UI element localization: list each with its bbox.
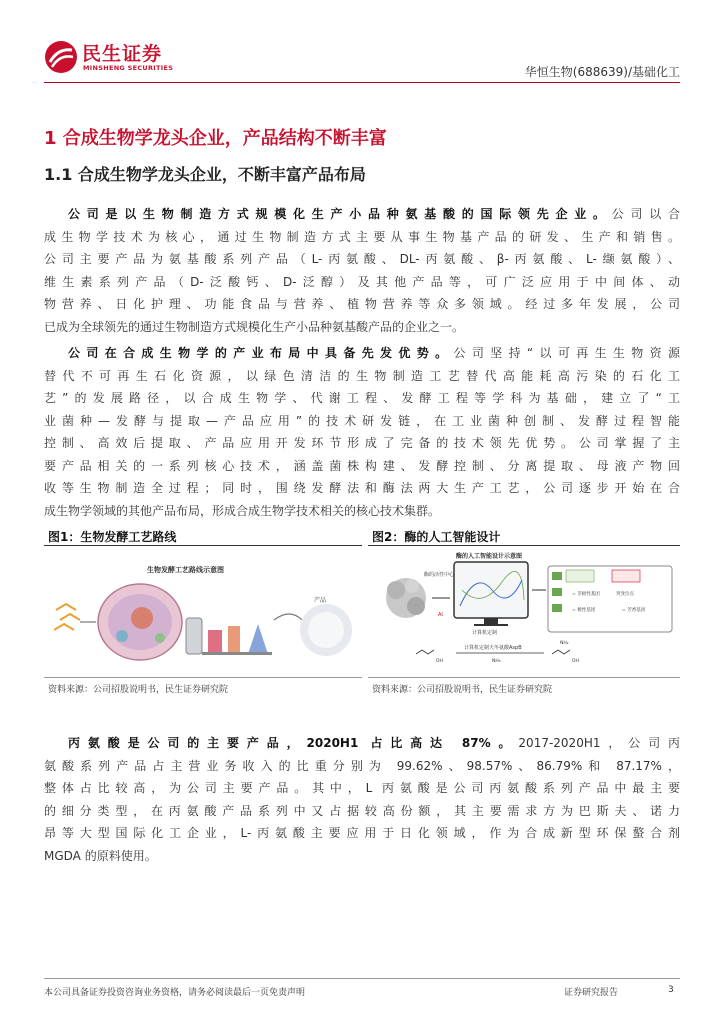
paragraph-line: 要产品相关的一系列核心技术，涵盖菌株构建、发酵控制、分离提取、母液产物回 [44,458,680,473]
cell-nucleus [131,607,153,629]
paragraph-line: 公司是以生物制造方式规模化生产小品种氨基酸的国际领先企业。公司以合 [68,207,680,221]
paragraph-line: 控制、高效后提取、产品应用开发环节形成了完备的技术领先优势。公司掌握了主 [44,436,680,450]
figure2-rule [368,545,680,546]
paragraph-line: 公司主要产品为氨基酸系列产品（L-丙氨酸、DL-丙氨酸、β-丙氨酸、L-缬氨酸）、 [44,252,680,266]
reaction-equation [416,640,579,664]
figure1-source: 资料来源：公司招股说明书，民生证券研究院 [48,685,229,695]
footer-disclaimer: 本公司具备证券投资咨询业务资格，请务必阅读最后一页免责声明 [44,988,306,998]
figure2-title: 图2：酶的人工智能设计 [372,530,501,544]
nh2-label: NH₂ [560,641,569,646]
active-center-label: 酶的活性中心 [424,572,455,578]
figure1-inner-title: 生物发酵工艺路线示意图 [147,566,224,574]
paragraph-lead: 公司在合成生物学的产业布局中具备先发优势。 [68,346,454,360]
figure1-fermentation-diagram [52,560,352,670]
footer-divider [44,978,680,979]
paragraph-line: 成生物学技术为核心，通过生物制造方式主要从事生物基产品的研发、生产和销售。 [44,229,680,244]
paragraph-line: 的细分类型，在丙氨酸产品系列中又占据较高份额，其主要需求方为巴斯夫、诺力 [44,803,680,818]
paragraph-line: 氨酸系列产品占主营业务收入的比重分别为 99.62%、98.57%、86.79%和 87.17%， [44,758,680,773]
figure1-rule [44,545,362,546]
oh-label-right: OH [572,659,579,664]
mutation-sites-panel [548,566,672,632]
fermenter-illustration [186,618,272,655]
computer-design-label: 计算机定制 [472,630,498,636]
paragraph-lead: 公司是以生物制造方式规模化生产小品种氨基酸的国际领先企业。 [68,207,612,221]
paragraph-alanine-main-product [44,732,680,867]
paragraph-line: 物营养、日化护理、功能食品与营养、植物营养等众多领域。经过多年发展，公司 [44,297,680,311]
minsheng-logo-icon [44,40,78,74]
raw-material-illustration [54,604,80,630]
nh3-label: NH₃ [492,659,501,664]
figure2-inner-title: 酶的人工智能设计示意图 [456,553,523,560]
header-divider [44,82,680,83]
product-label: 产品 [314,597,327,604]
oh-label-left: OH [436,659,443,664]
brand-name-cn: 民生证券 [82,43,163,65]
page-number: 3 [668,985,674,995]
ai-label: AI [438,612,443,618]
paragraph-line: 公司在合成生物学的产业布局中具备先发优势。公司坚持“以可再生生物资源 [68,346,680,360]
paragraph-line: 维生素系列产品（D-泛酸钙、D-泛醇）及其他产品等，可广泛应用于中间体、动 [44,274,680,289]
figure2-bottom-rule [368,677,680,678]
paragraph-line: 昂等大型国际化工企业，L-丙氨酸主要应用于日化领域，作为合成新型环保螯合剂 [44,826,680,840]
paragraph-line: 成生物学领域的其他产品布局，形成合成生物学技术相关的核心技术集群。 [44,503,441,518]
figure2-source: 资料来源：公司招股说明书，民生证券研究院 [372,685,553,695]
computer-monitor-icon [454,562,528,626]
legend-polar: = 极性基团 [572,608,596,613]
paragraph-company-overview [44,203,680,338]
paragraph-line: 收等生物制造全过程；同时，围绕发酵法和酶法两大生产工艺，公司逐步开始在合 [44,481,680,495]
header-company-code: 华恒生物(688639)/基础化工 [524,65,680,79]
aspb-label: 计算机定制天冬氨酸AspB [464,645,522,651]
paragraph-line: 整体占比较高，为公司主要产品。其中，L 丙氨酸是公司丙氨酸系列产品中最主要 [44,781,680,795]
legend-nonpolar: = 非极性基团 [572,592,600,597]
section-heading-1: 1 合成生物学龙头企业，产品结构不断丰富 [44,128,387,149]
figure1-title: 图1：生物发酵工艺路线 [48,530,177,544]
paragraph-lead: 丙氨酸是公司的主要产品，2020H1 占比高达 87%。 [68,736,519,750]
footer-report-type: 证券研究报告 [564,988,619,998]
figure1-bottom-rule [44,677,362,678]
section-heading-1-1: 1.1 合成生物学龙头企业，不断丰富产品布局 [44,165,366,184]
brand-name-en: MINSHENG SECURITIES [83,64,174,72]
figure2-enzyme-ai-diagram [376,550,676,675]
paragraph-line: 已成为全球领先的通过生物制造方式规模化生产小品种氨基酸产品的企业之一。 [44,319,465,334]
enzyme-structure-illustration [386,578,426,618]
paragraph-line: 艺”的发展路径，以合成生物学、代谢工程、发酵工程等学科为基础，建立了“工 [44,391,680,405]
arrow-icon [274,614,302,620]
legend-aromatic: = 芳香基团 [622,608,646,613]
paragraph-first-mover [44,342,680,522]
flask-icon [248,624,268,654]
mutation-label: 突变位点 [616,592,634,597]
paragraph-line: 丙氨酸是公司的主要产品，2020H1 占比高达 87%。2017-2020H1，公司丙 [68,736,680,750]
paragraph-line: 业菌种—发酵与提取—产品应用”的技术研发链，在工业菌种创制、发酵过程智能 [44,413,680,428]
paragraph-line: 替代不可再生石化资源，以绿色清洁的生物制造工艺替代高能耗高污染的石化工 [44,368,680,383]
paragraph-line: MGDA 的原料使用。 [44,848,157,863]
